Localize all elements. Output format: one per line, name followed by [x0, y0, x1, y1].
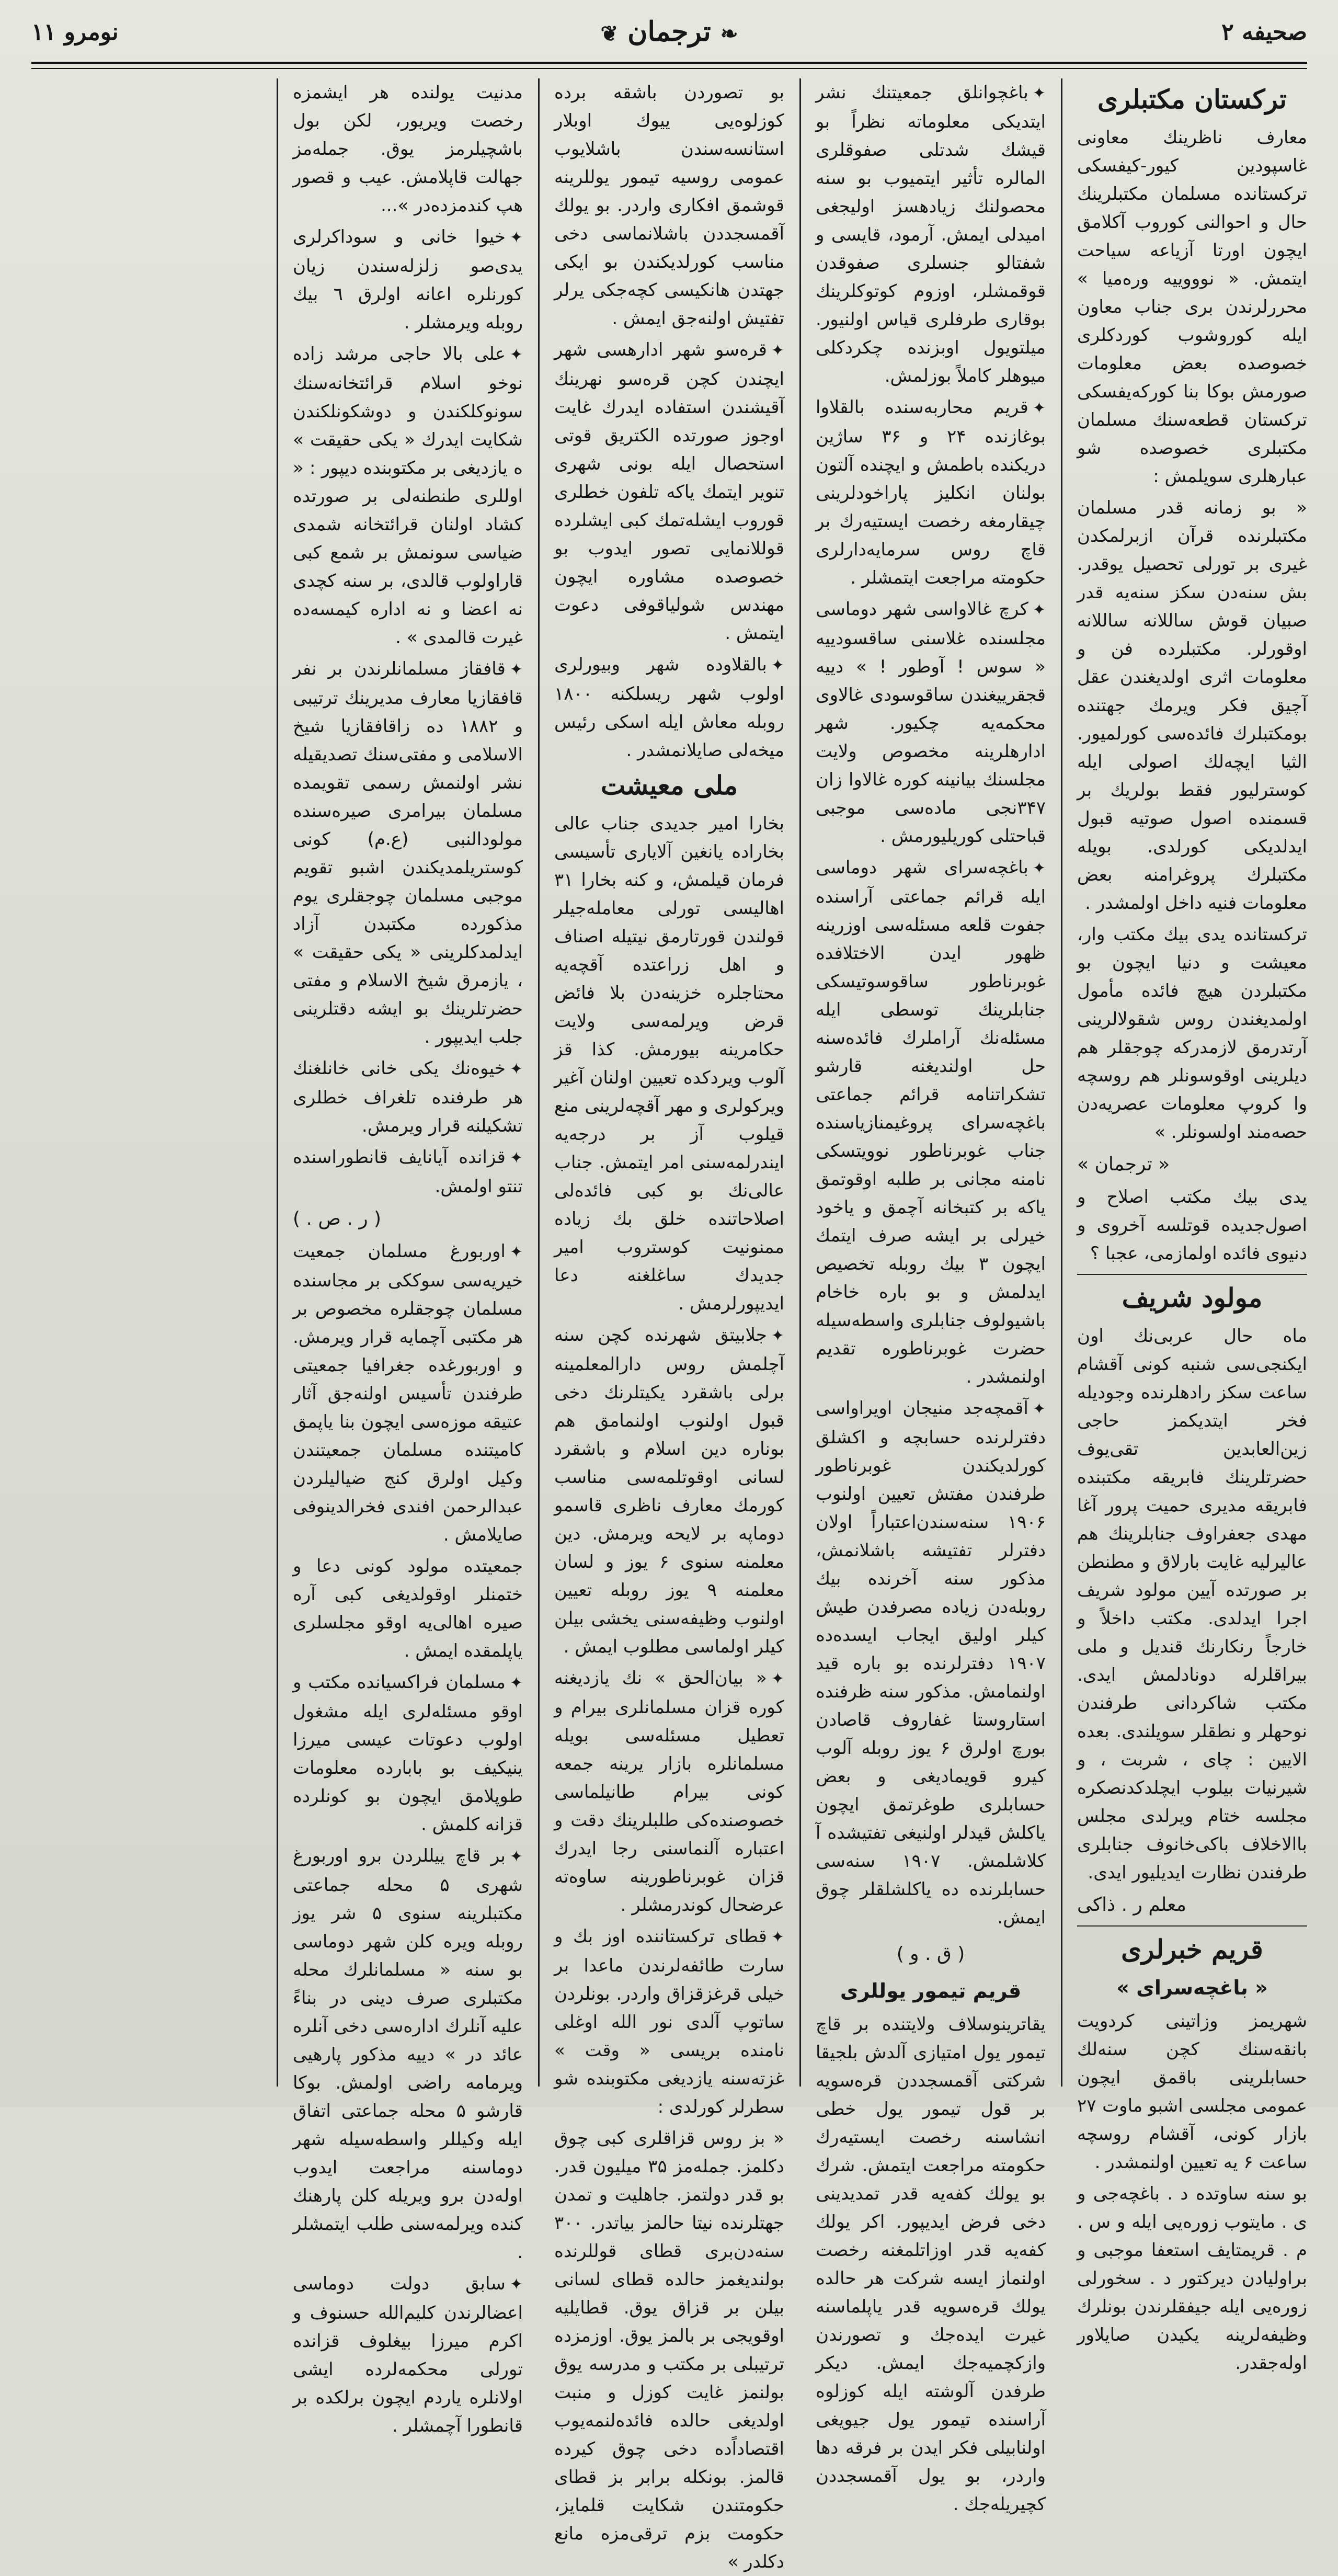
- news-item: [293, 223, 523, 337]
- news-item: [554, 651, 784, 765]
- columns-area: [31, 78, 1307, 2572]
- news-text: بالقلاوده شهر وبیورلری اولوب شهر ریسلکنه ۱۸۰۰ روبله معاش ایله اسکی رئیس میخه‌لی صایلانمشدر .: [554, 654, 784, 761]
- paragraph: « بز روس قزاقلری کبی چوق دکلمز. جمله‌مز ۳۵ میلیون قدر. بو قدر دولتمز. جاهلیت و تمدن جهتلرنده نیتا حالمز بیاتدر. ۳۰۰ سنه‌دن‌بری قطای قوللرنده بولندیغمز حالده قطای لسانی بیلن بر قزاق یوق. قطایلیه اوقویجی بر بالمز یوق. اوزمزده ترتیبلی بر مکتب و مدرسه یوق بولنمز غایت کوزل و منبت اولدیغی حالده فائده‌لنمه‌یوب اقتصاداً‌ده دخی چوق کیرده قالمز. بونکله برابر بز قطای حکومتندن شکایت قلمایز، حکومت بزم ترقی‌مزه مانع دکلدر »: [554, 2128, 784, 2572]
- news-item: [554, 1664, 784, 1919]
- paragraph: بخارا امیر جدیدی جناب عالی بخاراده یانغین آلایاری تأسیسی فرمان قیلمش، و کنه بخارا ۳۱ اهالیسی تورلی معامله‌جیلر قولندن قورتارمق نیتیله اصناف و اهل زراعتده آقچه‌یه محتاجلره خزینه‌دن بلا فائض قرض ویرلمه‌سی ولایت حکامرینه بیورمش. کذا قز آلوب ویردکده تعیین اولنان آغیر ویرکولری و مهر آقچه‌لرینی منع قیلوب آز بر درجه‌یه ایندرلمه‌سنی امر ایتمش. جناب عالی‌نك بو کبی فائده‌لی اصلاحاتنده خلق بك زیاده ممنونیت کوستروب امیر جدیدك ساغلغنه دعا ایدیپورلرمش .: [554, 813, 784, 1314]
- diamond-bullet-icon: ✦: [509, 1243, 523, 1261]
- news-item: [554, 1922, 784, 2121]
- separator: [1077, 1274, 1307, 1275]
- news-text: کرچ غالاواسی شهر دوماسی مجلسنده غلاسنی ساقسودییه « سوس ! آوطور ! » دییه قجقرییغندن ساقوسودی غالاوی محکمه‌یه چکیور. شهر ادارهلرینه مخصوص ولایت مجلسنك بیانینه کوره غالاوا زان ۳۴۷نجی ماده‌سی موجبی قباحتلی کوریلیورمش .: [816, 599, 1046, 847]
- column-divider: [538, 78, 540, 2087]
- paragraph: شهریمز وزاتینی کردویت بانقه‌سنك کچن سنه‌لك حسابلرینی باقمق ایچون عمومی مجلسی اشبو ماوت ۲۷ بازار کونی، آقشام روسچه ساعت ۶ یه تعیین اولنمشدر .: [1077, 2011, 1307, 2173]
- paragraph: جمعیتده مولود کونی دعا و ختمنلر اوقولدیغی کبی آره صیره اهالی‌یه اوقو مجلسلری یاپلمقده ایمش .: [293, 1556, 523, 1661]
- diamond-bullet-icon: ✦: [1032, 399, 1046, 417]
- news-text: علی بالا حاجی مرشد زاده نوخو اسلام قرائتخانه‌سنك سونوکلکندن و دوشکونلکندن شکایت ایدرك « یکی حقیقت » ه یازدیغی بر مکتوبنده دیپور : « اوللری طنطنه‌لی بر صورتده کشاد اولنان قرائتخانه شمدی ضیاسی سونمش بر شمع کبی قاراولوب قالدی، بر سنه کچدی نه اعضا و نه اداره کیمسه‌ده غیرت قالمدی » .: [293, 344, 523, 648]
- column-2: [816, 78, 1046, 2515]
- article-title-crimea-railways: قریم تیمور یوللری: [840, 1979, 1022, 2002]
- column-divider: [1061, 78, 1062, 2087]
- column-divider: [799, 78, 801, 2087]
- column-1: [1077, 78, 1307, 2374]
- column-4: [293, 78, 523, 2436]
- news-text: قزانده آیانایف قانطوراسنده تنتو اولمش.: [293, 1147, 523, 1197]
- news-item: [293, 1054, 523, 1140]
- news-item: [293, 1668, 523, 1839]
- diamond-bullet-icon: ✦: [1032, 859, 1046, 877]
- ornament-icon: ❧: [720, 21, 738, 46]
- source-signature: ( ر . ص . ): [293, 1208, 382, 1229]
- newspaper-title-text: ترجمان: [627, 16, 711, 48]
- news-text: قافقاز مسلمانلرندن بر نفر قافقازیا معارف مدیرینك ترتیبی و ۱۸۸۲ ده زاقافقازیا شیخ الاسلامی و مفتی‌سنك تصدیقیله نشر اولنمش رسمی تقویمده مسلمان بیرامری صیره‌سنده مولودالنبی (ع.م) کونی کوستریلمدیکندن اشبو تقویم موجبی مسلمان چوجقلری یوم مذکورده مکتبدن آزاد ایدلمدکلرینی « یکی حقیقت » ، یازمرق شیخ الاسلام و مفتی حضرتلرینك بو ایشه دقتلرینی جلب ایدیپور .: [293, 658, 523, 1047]
- page-number: صحیفه ۲: [1221, 19, 1307, 45]
- news-item: [293, 340, 523, 652]
- source-signature: ( ق . و ): [896, 1943, 965, 1965]
- diamond-bullet-icon: ✦: [1032, 601, 1046, 619]
- diamond-bullet-icon: ✦: [509, 1149, 523, 1167]
- diamond-bullet-icon: ✦: [771, 341, 784, 360]
- header-rule: [31, 62, 1307, 69]
- diamond-bullet-icon: ✦: [771, 1928, 784, 1946]
- article-title-crimea-news: قریم خبرلری: [1121, 1934, 1263, 1965]
- news-text: قره‌سو شهر ادارهسی شهر ایچندن کچن قره‌سو نهرینك آقیشندن استفاده ایدرك غایت اوجوز صورتده الکتریق قوتی استحصال ایله بونی شهری تنویر ایتمك یاکه تلفون خطلری قوروب ایشله‌تمك کبی ایشلرده قوللانمایی تصور ایدوب بو خصوصده مشاوره ایچون مهندس شولیاقوفی دعوت ایتمش .: [554, 339, 784, 644]
- news-item: [816, 1394, 1046, 1932]
- separator: [1077, 1925, 1307, 1927]
- paragraph: بو تصوردن باشقه برده کوزلوه‌یی ییوك اوبلار استانسه‌سندن باشلایوب عمومی روسیه تیمور یوللرینه قوشمق افکاری واردر. بو یولك آقمسجددن باشلانماسی دخی مناسب کورلدیکندن بو ایکی جهتدن هانکیسی کچه‌جکی یرلر تفتیش اولنه‌جق ایمش .: [554, 82, 784, 329]
- paragraph: یدی بیك مکتب اصلاح و اصول‌جدیده قوتلسه آخروی و دنیوی فائده اولمازمی، عجبا ؟: [1077, 1187, 1307, 1264]
- column-3: [554, 78, 785, 2572]
- diamond-bullet-icon: ✦: [509, 346, 523, 364]
- news-text: آقمچه‌جد منیجان اویراواسی دفترلرنده حسابچه و اکشلق کورلدیکندن غوبرناطور طرفندن مفتش تعیین اولنوب ۱۹۰۶ سنه‌سندن‌اعتباراً اولان دفترلر تفتیشه باشلانمش، مذکور سنه آخرنده بیك روبله‌دن زیاده مصرفدن طیش کیلر اولیق ایجاب ایسده‌ده ۱۹۰۷ دفترلرنده بو باره قید اولنمامش. مذکور سنه ظرفنده استاروستا غفاروف قاصادن بورچ اولرق ۶ یوز روبله آلوب کیرو قویمادیغی و بعض حسابلری طوغرتمق ایچون یاکلش قیدلر اولنیغی تفتیشده آ کلاشلمش. ۱۹۰۷ سنه‌سی حسابلرنده ده یاکلشلقلر چوق ایمش.: [816, 1398, 1046, 1928]
- paragraph: بو سنه ساوتده د . باغچه‌جی و ی . مایتوب زوره‌یی ایله و س . م . قریمتایف استعفا موجبی و براولیادن دیرکتور د . سخورلی زوره‌یی ایله جیفقلرندن بونلرك وظیفه‌لرینه یکیدن صایلاور اوله‌جقدر.: [1077, 2183, 1307, 2374]
- news-item: [293, 1237, 523, 1549]
- news-text: مسلمان فراکسیانده مکتب و اوقو مسئله‌لری ایله مشغول اولوب دعوتات عیسی میرزا ینیکیف بو بابارده معلومات طوپلامق ایچون بو کونلرده قزانه کلمش .: [293, 1672, 523, 1835]
- diamond-bullet-icon: ✦: [509, 660, 523, 679]
- news-item: [554, 336, 784, 647]
- column-divider: [277, 78, 278, 2087]
- newspaper-title: [601, 16, 738, 48]
- news-item: [816, 393, 1046, 592]
- diamond-bullet-icon: ✦: [1032, 1400, 1046, 1418]
- author-signature: معلم ر . ذاکی: [1077, 1894, 1186, 1916]
- diamond-bullet-icon: ✦: [509, 2275, 523, 2294]
- paragraph: ترکستانده یدی بیك مکتب وار، معیشت و دنیا ایچون بو مکتبلردن هیچ فائده مأمول اولمدیغندن روس شقولالرینی آرتدرمق لازمدرکه چوجقلر هم دیلرینی اوقوسونلر هم روسچه وا کروپ معلومات عصریه‌دن حصه‌مند اولسونلر. »: [1077, 924, 1307, 1143]
- dateline: « باغچه‌سرای »: [1116, 1976, 1268, 1999]
- article-title-mawlid: مولود شریف: [1122, 1282, 1263, 1313]
- article-title-turkestan-schools: ترکستان مکتبلری: [1097, 84, 1287, 115]
- paragraph: مدنیت یولنده هر ایشمزه رخصت ویریور، لکن بول باشچیلرمز یوق. جمله‌مز جهالت قاپلامش. عیب و قصور هپ کندمزده‌در »...: [293, 82, 523, 216]
- news-item: [816, 853, 1046, 1391]
- news-text: قطای ترکستاننده اوز بك و سارت طائفه‌لرندن ماعدا بر خیلی قرغز‌قزاق واردر. بونلردن ساتوپ آلدی نور الله اوغلی نامنده بریسی « وقت » غزته‌سنه یازدیغی مکتوبنده شو سطرلر کورلدی :: [554, 1926, 784, 2117]
- ornament-icon: ❦: [600, 21, 619, 46]
- news-text: خیوا خانی و سوداکرلری یدی‌صو زلزله‌سندن زیان کورنلره اعانه اولرق ٦ بیك روبله ویرمشلر .: [293, 226, 523, 333]
- news-text: اوربورغ مسلمان جمعیت خیریه‌سی سوککی بر مجاسنده مسلمان چوجقلره مخصوص بر هر مکتبی آچمایه قرار ویرمش. و اوربورغده جغرافیا جمعیتی طرفندن تأسیس اولنه‌جق آثار عتیقه موزه‌سی ایچون بنا یاپمق کامیتنده مسلمان جمعیتندن وکیل اولرق کنج ضیالیلردن عبدالرحمن افندی فخرالدینوفی صایلامش .: [293, 1241, 523, 1545]
- diamond-bullet-icon: ✦: [509, 1848, 523, 1866]
- news-text: جلابیتق شهرنده کچن سنه آچلمش روس دارالمعلمینه برلی باشقرد یکیتلرنك دخی قبول اولنوب اولنمامق هم بوناره دین اسلام و باشقرد لسانی اوقوتلمه‌سی مناسب کورمك معارف ناظری قاسمو دوماپه بر لایحه ویرمش. دین معلمنه سنوی ۶ یوز و لسان معلمنه ۹ یوز روبله تعیین اولنوب وظیفه‌سنی یخشی بیلن کیلر اولماسی مطلوب ایمش .: [554, 1325, 785, 1657]
- paragraph: ماه حال عربی‌نك اون ایکنجی‌سی شنبه کونی آقشام ساعت سکز رادهلرنده وجودیله فخر ایتدیکمز حاجی زین‌العابدین تقی‌یوف حضرتلرینك فابریقه مکتبنده فابریقه مدیری حمیت پرور آغا مهدی جعفراوف جنابلرینك هم عالیرلیه غایت بارلاق و مطنطن بر صورتده آیین مولود شریف اجرا ایدلدی. مکتب داخلاً و خارجاً رنکارنك قندیل و ملی بیراقلرله دونادلمش ایدی. مکتب شاکردانی طرفندن نوحهلر و نطقلر سویلندی. بعده الایین : چای ، شربت ، و شیرنیات بیلوب ایچلدکدنصکره مجلسه ختام ویرلدی مجلس باالاخلاف باکی‌خانوف جنابلری طرفندن نظارت ایدیلیور ایدی.: [1077, 1326, 1307, 1883]
- news-item: [816, 595, 1046, 850]
- diamond-bullet-icon: ✦: [771, 1670, 784, 1688]
- news-text: بر قاچ ییللردن برو اوربورغ شهری ۵ محله جماعتی مکتبلرینه سنوی ۵ شر یوز روبله ویره کلن شهر دوماسی بو سنه « مسلمانلرك محله مکتبلری صرف دینی در بناءً علیه آنلرك اداره‌سی دخی آنلره عائد در » دییه مذکور پارهیی ویرمامه راضی اولمش. بوکا قارشو ۵ محله جماعتی اتفاق ایله وکیللر واسطه‌سیله شهر دوماسنه مراجعت ایدوب اوله‌دن برو ویریله کلن پارهنك کنده ویرلمه‌سنی طلب ایتمشلر .: [293, 1845, 523, 2263]
- news-item: [293, 1143, 523, 1201]
- diamond-bullet-icon: ✦: [1032, 84, 1046, 102]
- paragraph: یقاترینوسلاف ولایتنده بر قاچ تیمور یول امتیازی آلدش بلجیقا شرکتی آقمسجددن قره‌سویه بر قول تیمور یول خطی انشاسنه رخصت ایستیه‌رك حکومته مراجعت ایتمش. شرك بو یولك کفه‌یه قدر تمدیدینی دخی فرض ایدیپور. اکر یولك کفه‌یه قدر اوزاتلمغنه رخصت اولنماز ایسه شرکت هر حالده یولك قره‌سویه قدر یاپلماسنه غیرت ایده‌جك و تصورندن وازکچمیه‌جك ایمش. دیکر طرفدن آلوشته ایله کوزلوه آراسنده تیمور یول جیویغی اولنابیلی فکر ایدن بر فرقه دها واردر، بو یول آقمسجددن کچیریله‌جك .: [816, 2014, 1046, 2515]
- news-text: باغچوانلق جمعیتنك نشر ایتدیکی معلوماته نظراً بو قیشك شدتلی صفوقلری الما‌لره تأثیر ایتمیوب بو سنه محصولنك زیادهسز اولیجغی امیدلی ایمش. آرمود، قایسی و شفتالو جنسلری صفوقدن قوقمشلر، اوزوم کوتوکلرینك بوقاری طرفلری قیاس اولنیور. میلتویول اوبزنده چکردکلی میوهلر کاملاً بوزلمش.: [816, 82, 1046, 386]
- paragraph: « بو زمانه قدر مسلمان مکتبلرنده قرآن ازبرلمکدن غیری بر تورلی تحصیل یوقدر. بش سنه‌دن سکز سنه‌یه قدر صبیان قوش ساللانه ساللانه اوقورلر. مکتبلرده فن و معلومات اثری اولدیغندن عقل آچیق فکر ویرمك جهتنده بومکتبلرك فائده‌سی کورلمیور. الثیا ایچه‌لك اصولی ایله کوسترلیور فقط بولریك بر قسمنده اصول صوتیه قبول ایدلدیکی کورلدی. بویله مکتبلرك پروغرامنه بعض معلومات فنیه داخل اولمشدر .: [1077, 497, 1307, 914]
- news-item: [293, 2270, 523, 2440]
- article-title-national-life: ملی معیشت: [600, 770, 738, 801]
- issue-number: نومرو ۱۱: [31, 19, 119, 45]
- news-item: [554, 1321, 784, 1661]
- diamond-bullet-icon: ✦: [771, 1327, 784, 1345]
- diamond-bullet-icon: ✦: [771, 656, 784, 675]
- diamond-bullet-icon: ✦: [509, 1674, 523, 1692]
- diamond-bullet-icon: ✦: [509, 229, 523, 247]
- paragraph: معارف ناظرینك معاونی غاسپودین کیور-کیفسکی ترکستانده مسلمان مکتبلرینك حال و احوالنی کوروب آکلامق ایچون اورتا آزیاعه سیاحت ایتمش. « نوووییه وره‌میا » محررلرندن بری جناب معاون ایله کوروشوب کوردکلری خصوصده بعض معلومات صورمش بوکا بنا کورکه‌یفسکی ترکستان قطعه‌سنك مسلمان مکتبلری خصوصده شو عبارهلری سویلمش :: [1077, 127, 1307, 487]
- news-text: خیوه‌نك یکی خانی خانلغنك هر طرفنده تلغراف خطلری تشکیلنه قرار ویرمش.: [293, 1058, 523, 1136]
- news-text: قریم محاربه‌سنده بالقلاوا بوغازنده ۲۴ و ۳۶ ساژین دریکنده باطمش و ایچنده آلتون بولنان انکلیز پاراخودلرینی چیقارمغه رخصت ایستیه‌رك بر قاچ روس سرمایه‌دارلری حکومته مراجعت ایتمشلر .: [816, 397, 1046, 588]
- news-text: سابق دولت دوماسی اعضالرندن کلیم‌الله حسنوف و اکرم میرزا بیغلوف قزانده تورلی محکمه‌لرده ایشی اولانلره یاردم ایچون برلکده بر قانطورا آچمشلر .: [293, 2273, 523, 2436]
- news-text: باغچه‌سرای شهر دوماسی ایله قرائم جماعتی آراسنده جفوت قلعه مسئله‌سی اوزرینه ظهور ایدن الاختلافده غوبرناطور ساقوسوتیسکی جنابلرینك توسطی ایله مسئله‌نك آراملرك فائده‌سنه حل اولندیغنه قارشو تشکراتنامه قرائم جماعتی باغچه‌سرای پروغیمنازیاسنده جناب غوبرناطور نوویتسکی نامنه مجانی بر طلبه اوقوتمق یاکه بر کتبخانه آچمق و یاخود خیرلی بر ایشه صرف ایتمك ایچون ۳ بیك روبله تخصیص ایدلمش و بو باره خاخام باشیولوف جنابلری واسطه‌سیله حضرت غوبرناطوره تقدیم اولنمشدر .: [816, 857, 1046, 1387]
- diamond-bullet-icon: ✦: [509, 1060, 523, 1078]
- news-item: [293, 655, 523, 1051]
- news-text: « بیان‌الحق » نك یازدیغنه کوره قزان مسلمانلری بیرام و تعطیل مسئله‌سی بویله مسلمانلره بازار یرینه جمعه کونی بیرام طانیلماسی خصوصنده‌کی طلبلرینك دقت و اعتباره آلنماسنی رجا ایدرك قزان غوبرناطورینه ساوه‌ته عرضحال کوندرمشلر .: [554, 1668, 784, 1916]
- news-item: [293, 1842, 523, 2266]
- news-item: [816, 78, 1046, 390]
- source-signature: « ترجمان »: [1077, 1154, 1170, 1175]
